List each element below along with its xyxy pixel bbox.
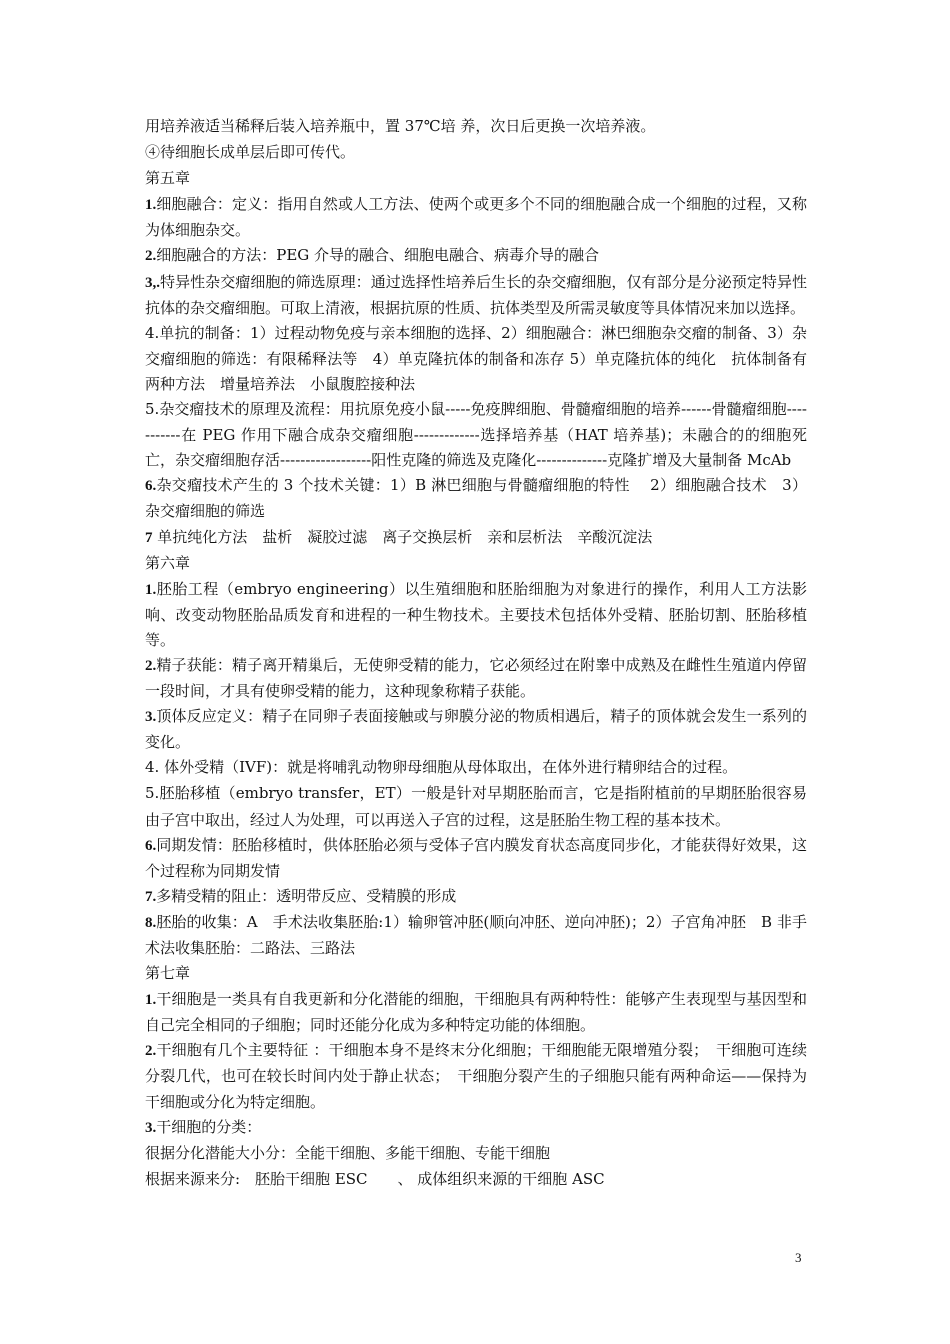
chapter-heading <box>145 166 807 192</box>
paragraph <box>145 833 807 884</box>
page-number: 3 <box>795 1250 802 1265</box>
paragraph <box>145 473 807 524</box>
paragraph <box>145 884 807 910</box>
paragraph-text: ④待细胞长成单层后即可传代。 <box>145 143 356 162</box>
paragraph <box>145 755 807 781</box>
paragraph <box>145 653 807 704</box>
paragraph <box>145 192 807 243</box>
paragraph <box>145 1141 807 1167</box>
item-number: 3. <box>145 709 157 726</box>
paragraph <box>145 243 807 269</box>
paragraph-text: 5.胚胎移植（embryo transfer，ET）一般是针对早期胚胎而言，它是指附植前的早期胚胎很容易由子宫中取出，经过人为处理，可以再送入子宫的过程，这是胚胎生物工程的基本技术。 <box>145 784 807 829</box>
paragraph-text: 顶体反应定义：精子在同卵子表面接触或与卵膜分泌的物质相遇后，精子的顶体就会发生一系列的变化。 <box>145 707 807 752</box>
paragraph-text: 单抗纯化方法 盐析 凝胶过滤 离子交换层析 亲和层析法 辛酸沉淀法 <box>152 527 653 546</box>
item-number: 1. <box>145 197 157 214</box>
paragraph <box>145 1038 807 1114</box>
paragraph-text: 多精受精的阻止：透明带反应、受精膜的形成 <box>156 886 457 905</box>
document-body <box>145 114 807 1193</box>
paragraph-text: 胚胎的收集：A 手术法收集胚胎:1）输卵管冲胚(顺向冲胚、逆向冲胚)；2）子宫角冲胚 B 非手术法收集胚胎：二路法、三路法 <box>145 912 807 957</box>
paragraph-text: 第五章 <box>145 169 191 188</box>
paragraph-text: 干细胞有几个主要特征 ：干细胞本身不是终末分化细胞；干细胞能无限增殖分裂； 干细胞可连续分裂几代，也可在较长时间内处于静止状态； 干细胞分裂产生的子细胞只能有两种命运——保持为干细胞或分化为特定细胞。 <box>145 1041 807 1111</box>
paragraph-text: 干细胞是一类具有自我更新和分化潜能的细胞，干细胞具有两种特性：能够产生表现型与基因型和自己完全相同的子细胞；同时还能分化成为多种特定功能的体细胞。 <box>145 990 807 1035</box>
paragraph-text: 第七章 <box>145 964 191 983</box>
paragraph <box>145 704 807 755</box>
paragraph <box>145 321 807 397</box>
paragraph <box>145 270 807 321</box>
paragraph-text: 细胞融合：定义：指用自然或人工方法、使两个或更多个不同的细胞融合成一个细胞的过程，又称为体细胞杂交。 <box>145 195 807 240</box>
paragraph <box>145 140 807 166</box>
paragraph <box>145 577 807 653</box>
item-number: 2. <box>145 657 157 674</box>
item-number: 2. <box>145 248 157 265</box>
paragraph-text: 第六章 <box>145 553 191 572</box>
paragraph-text: 精子获能：精子离开精巢后，无使卵受精的能力，它必须经过在附睾中成熟及在雌性生殖道内停留一段时间，才具有使卵受精的能力，这种现象称精子获能。 <box>145 655 807 701</box>
paragraph-text: 特异性杂交瘤细胞的筛选原理：通过选择性培养后生长的杂交瘤细胞，仅有部分是分泌预定特异性抗体的杂交瘤细胞。可取上清液，根据抗原的性质、抗体类型及所需灵敏度等具体情况来加以选择。 <box>145 272 807 317</box>
paragraph-text: 4. 体外受精（IVF)：就是将哺乳动物卵母细胞从母体取出，在体外进行精卵结合的过程。 <box>145 758 738 777</box>
paragraph <box>145 397 807 473</box>
chapter-heading <box>145 961 807 987</box>
paragraph-text: 根据来源来分: 胚胎干细胞 ESC 、 成体组织来源的干细胞 ASC <box>145 1169 605 1188</box>
paragraph-text: 4.单抗的制备：1）过程动物免疫与亲本细胞的选择、2）细胞融合：淋巴细胞杂交瘤的制备、3）杂交瘤细胞的筛选：有限稀释法等 4）单克隆抗体的制备和冻存 5）单克隆抗体的纯化 抗体制备有两种方法 增量培养法 小鼠腹腔接种法 <box>145 323 807 393</box>
item-number: 3,. <box>145 274 160 291</box>
paragraph <box>145 910 807 961</box>
item-number: 2. <box>145 1043 157 1060</box>
paragraph <box>145 114 807 140</box>
item-number: 7 <box>145 529 153 546</box>
paragraph-text: 杂交瘤技术产生的 3 个技术关键：1）B 淋巴细胞与骨髓瘤细胞的特性 2）细胞融合技术 3）杂交瘤细胞的筛选 <box>145 476 807 521</box>
paragraph-text: 很据分化潜能大小分：全能干细胞、多能干细胞、专能干细胞 <box>145 1143 551 1162</box>
chapter-heading <box>145 551 807 577</box>
paragraph <box>145 781 807 832</box>
paragraph <box>145 1115 807 1141</box>
paragraph-text: 胚胎工程（embryo engineering）以生殖细胞和胚胎细胞为对象进行的操作，利用人工方法影响、改变动物胚胎品质发育和进程的一种生物技术。主要技术包括体外受精、胚胎切割、胚胎移植等。 <box>145 579 807 649</box>
paragraph-text: 用培养液适当稀释后装入培养瓶中，置 37℃培 养，次日后更换一次培养液。 <box>145 117 656 135</box>
item-number: 7. <box>145 888 157 905</box>
paragraph <box>145 1167 807 1193</box>
item-number: 1. <box>145 992 157 1009</box>
item-number: 8. <box>145 914 157 931</box>
paragraph-text: 细胞融合的方法：PEG 介导的融合、细胞电融合、病毒介导的融合 <box>156 246 600 265</box>
paragraph-text: 同期发情：胚胎移植时，供体胚胎必须与受体子宫内膜发育状态高度同步化，才能获得好效果，这个过程称为同期发情 <box>145 835 807 880</box>
item-number: 3. <box>145 1119 157 1136</box>
item-number: 1. <box>145 581 157 598</box>
item-number: 6. <box>145 837 157 854</box>
paragraph <box>145 525 807 551</box>
paragraph <box>145 987 807 1038</box>
item-number: 6. <box>145 478 157 495</box>
paragraph-text: 5.杂交瘤技术的原理及流程：用抗原免疫小鼠-----免疫脾细胞、骨髓瘤细胞的培养------骨髓瘤细胞-----------在 PEG 作用下融合成杂交瘤细胞-------------选择培养基（HAT 培养基)；未融合的的细胞死亡，杂交瘤细胞存活------------------阳性克隆的筛选及克隆化--------------克隆扩增及大量制备 McAb <box>145 400 807 470</box>
paragraph-text: 干细胞的分类： <box>156 1117 262 1136</box>
